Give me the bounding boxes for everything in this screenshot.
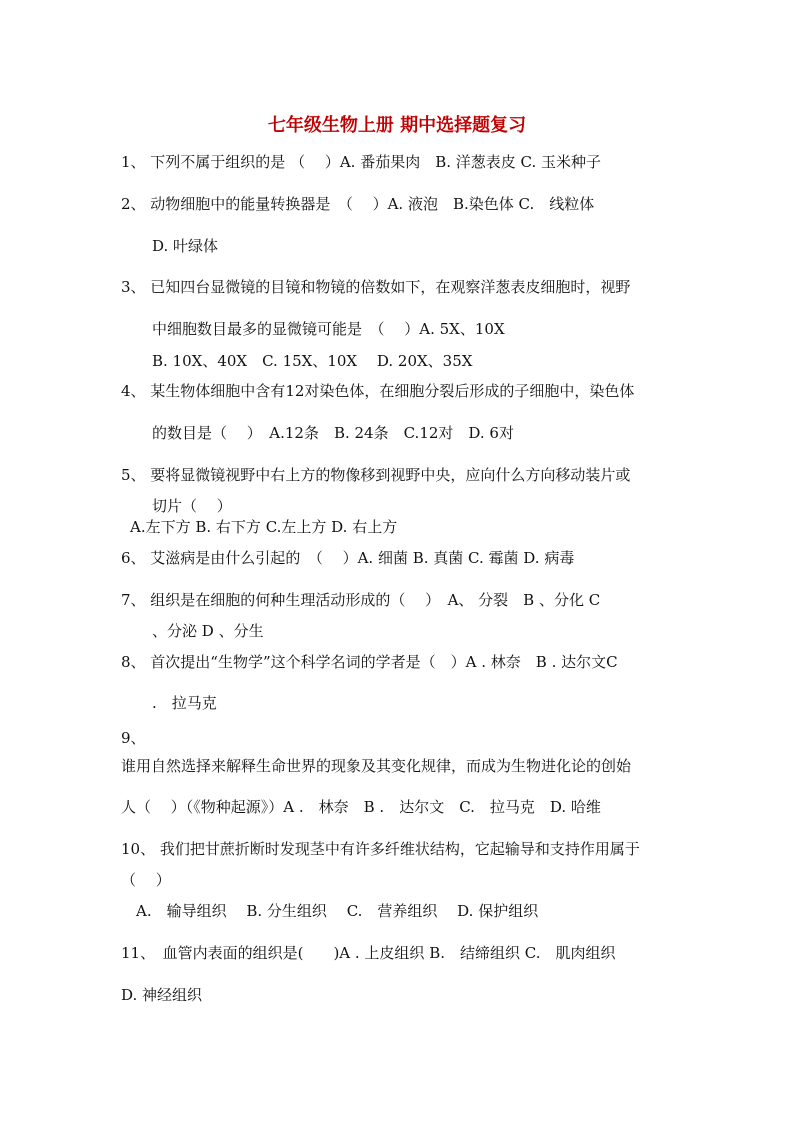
question-8-line-2: . 拉马克: [152, 694, 217, 712]
question-2-option-d: D. 叶绿体: [152, 237, 219, 255]
question-1-line: 1、 下列不属于组织的是 （ ）A. 番茄果肉 B. 洋葱表皮 C. 玉米种子: [121, 153, 602, 171]
page-title: 七年级生物上册 期中选择题复习: [267, 115, 527, 136]
question-3-line: 3、 已知四台显微镜的目镜和物镜的倍数如下，在观察洋葱表皮细胞时，视野: [121, 278, 631, 296]
question-10-options: A. 输导组织 B. 分生组织 C. 营养组织 D. 保护组织: [136, 902, 539, 920]
question-10-line: 10、 我们把甘蔗折断时发现茎中有许多纤维状结构，它起输导和支持作用属于: [121, 840, 640, 858]
question-9-number: 9、: [121, 729, 146, 747]
question-9-line-2: 人（ ）（《物种起源》）A . 林奈 B . 达尔文 C. 拉马克 D. 哈维: [121, 798, 601, 816]
question-4-line: 4、 某生物体细胞中含有12对染色体，在细胞分裂后形成的子细胞中，染色体: [121, 382, 635, 400]
question-7-line: 7、 组织是在细胞的何种生理活动形成的（ ） A、 分裂 B 、分化 C: [121, 591, 601, 609]
question-10-line-2: （ ）: [121, 871, 171, 889]
question-3-line-2: 中细胞数目最多的显微镜可能是 （ ）A. 5X、10X: [152, 320, 505, 338]
question-4-line-2: 的数目是（ ） A.12条 B. 24条 C.12对 D. 6对: [152, 424, 514, 442]
question-3-options: B. 10X、40X C. 15X、10X D. 20X、35X: [152, 352, 473, 370]
question-11-line: 11、 血管内表面的组织是( )A . 上皮组织 B. 结缔组织 C. 肌肉组织: [121, 944, 616, 962]
question-11-option-d: D. 神经组织: [121, 986, 203, 1004]
question-5-line: 5、 要将显微镜视野中右上方的物像移到视野中央，应向什么方向移动装片或: [121, 466, 631, 484]
question-5-options: A.左下方 B. 右下方 C.左上方 D. 右上方: [130, 518, 398, 536]
question-6-line: 6、 艾滋病是由什么引起的 （ ）A. 细菌 B. 真菌 C. 霉菌 D. 病毒: [121, 549, 575, 567]
question-9-line: 谁用自然选择来解释生命世界的现象及其变化规律，而成为生物进化论的创始: [121, 757, 632, 775]
question-7-line-2: 、分泌 D 、分生: [152, 622, 264, 640]
question-2-line: 2、 动物细胞中的能量转换器是 （ ）A. 液泡 B.染色体 C. 线粒体: [121, 195, 595, 213]
question-8-line: 8、 首次提出“生物学”这个科学名词的学者是（ ）A . 林奈 B . 达尔文C: [121, 653, 618, 671]
question-5-line-2: 切片（ ）: [152, 497, 232, 515]
